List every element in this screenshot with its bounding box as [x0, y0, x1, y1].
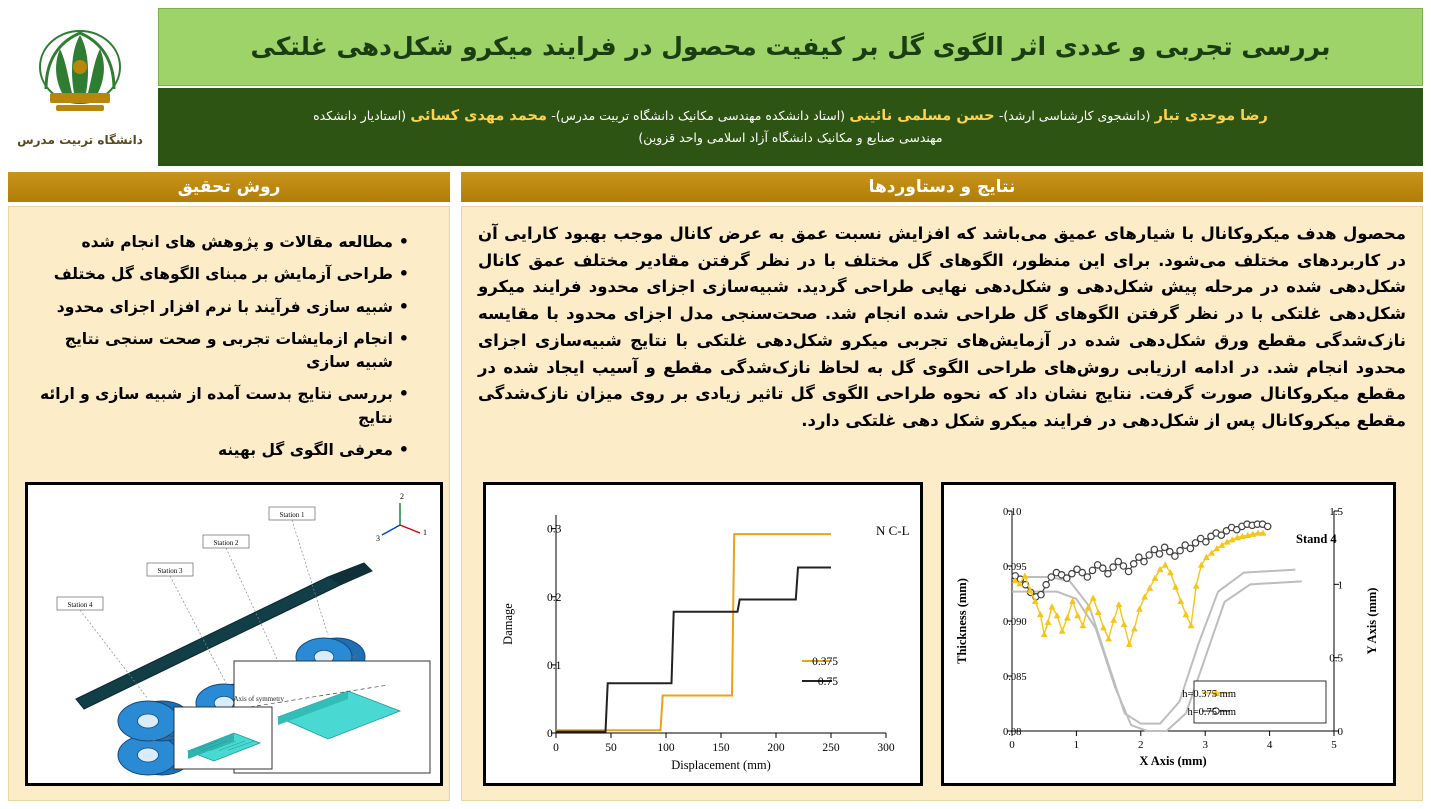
svg-text:Thickness (mm): Thickness (mm) [955, 578, 969, 664]
svg-text:Station 4: Station 4 [67, 601, 93, 609]
figure-damage [483, 482, 923, 786]
svg-text:50: 50 [605, 742, 617, 754]
svg-text:100: 100 [657, 742, 675, 754]
list-item: • طراحی آزمایش بر مبنای الگوهای گل مختلف [25, 263, 409, 286]
svg-text:0.10: 0.10 [1003, 507, 1022, 518]
author-name-3: محمد مهدی کسائی [410, 108, 547, 125]
results-paragraph: محصول هدف میکروکانال با شیارهای عمیق می‌باشد که افزایش نسبت عمق به عرض کانال موجب بهبود کارایی آن در کاربردهای مختلف می‌شود. برای این منظور، الگوهای گل مختلف با در نظر گرفتن مقادیر مختلف عمق کانال شکل‌دهی شده در مرحله پیش شکل‌دهی و شکل‌دهی نهایی طراحی گردید. شبیه‌سازی اجزای محدود فرایند میکرو شکل‌دهی غلتکی با در نظر گرفتن الگوهای گل طراحی شده انجام شد. صحت‌سنجی مدل اجزای محدود با مقایسه نازک‌شدگی مقطع ورق شکل‌دهی شده در آزمایش‌های تجربی میکرو شکل‌دهی غلتکی با نتایج شبیه‌سازی اجزای محدود انجام شد. در ادامه ارزیابی روش‌های طراحی الگوی گل به لحاظ نازک‌شدگی مقطع و آسیب ایجاد شده در مقطع میکروکانال صورت گرفت. نتایج نشان داد که نحوه طراحی الگوی گل تاثیر زیادی بر روی میزان نازک‌شدگی مقطع میکروکانال پس از شکل‌دهی در فرایند میکرو شکل دهی غلتکی دارد. [478, 224, 1406, 431]
svg-text:1: 1 [423, 528, 427, 537]
svg-text:h=0.75 mm: h=0.75 mm [1187, 707, 1236, 718]
svg-text:Station 2: Station 2 [213, 539, 239, 547]
section-header-results [461, 172, 1423, 202]
list-item: • بررسی نتایج بدست آمده از شبیه سازی و ارائه نتایج [25, 383, 409, 430]
roll-forming-diagram-svg [28, 485, 440, 783]
author-name-1: رضا موحدی تبار [1154, 108, 1268, 125]
section-header-results-label: نتایج و دستاوردها [868, 177, 1016, 197]
poster-header [8, 8, 1423, 166]
svg-text:1.5: 1.5 [1329, 506, 1343, 518]
svg-text:Damage: Damage [501, 603, 515, 645]
svg-text:0: 0 [547, 728, 553, 740]
svg-text:300: 300 [877, 742, 895, 754]
section-header-method [8, 172, 450, 202]
svg-text:h=0.375 mm: h=0.375 mm [1182, 689, 1236, 700]
svg-text:2: 2 [1138, 739, 1144, 751]
svg-text:3: 3 [1202, 739, 1208, 751]
list-item: • مطالعه مقالات و پژوهش های انجام شده [25, 231, 409, 254]
university-logo-caption: دانشگاه تربیت مدرس [17, 133, 143, 147]
svg-text:0.090: 0.090 [1003, 617, 1027, 628]
author-role-2: (استاد دانشکده مهندسی مکانیک دانشگاه تربیت مدرس)- [551, 108, 846, 124]
section-header-method-label: روش تحقیق [177, 177, 281, 197]
page-title: بررسی تجربی و عددی اثر الگوی گل بر کیفیت محصول در فرایند میکرو شکل‌دهی غلتکی [250, 32, 1331, 62]
svg-text:0: 0 [1337, 726, 1343, 738]
svg-text:1: 1 [1073, 739, 1080, 751]
svg-text:3: 3 [376, 534, 380, 543]
list-item: • شبیه سازی فرآیند با نرم افزار اجزای محدود [25, 296, 409, 319]
svg-text:1: 1 [1337, 579, 1343, 592]
svg-text:5: 5 [1331, 739, 1337, 751]
method-bullet-list [25, 231, 427, 462]
svg-text:0.1: 0.1 [547, 659, 562, 672]
svg-text:250: 250 [822, 742, 840, 754]
svg-text:Station 3: Station 3 [157, 567, 183, 575]
svg-text:0.5: 0.5 [1329, 652, 1343, 665]
list-item: • معرفی الگوی گل بهینه [25, 439, 409, 462]
svg-text:200: 200 [767, 742, 785, 754]
author-name-2: حسن مسلمی نائینی [849, 108, 995, 125]
damage-chart-svg [486, 485, 920, 783]
svg-text:0.08: 0.08 [1003, 727, 1022, 738]
svg-text:0.2: 0.2 [547, 591, 562, 604]
svg-text:Axis of symmetry: Axis of symmetry [233, 695, 284, 703]
university-logo-icon [26, 27, 134, 131]
authors-line-2: مهندسی صنایع و مکانیک دانشگاه آزاد اسلامی واحد قزوین) [638, 129, 943, 145]
svg-text:150: 150 [712, 742, 730, 754]
svg-text:Displacement (mm): Displacement (mm) [671, 758, 771, 772]
poster-title-bar [158, 8, 1423, 86]
svg-text:0.75: 0.75 [817, 676, 838, 688]
svg-text:0.375: 0.375 [812, 656, 838, 668]
svg-text:0: 0 [1009, 739, 1015, 751]
svg-text:Y Axis (mm): Y Axis (mm) [1365, 587, 1379, 655]
svg-text:N C-L: N C-L [876, 523, 910, 538]
svg-text:Station 1: Station 1 [279, 511, 305, 519]
svg-text:2: 2 [400, 492, 404, 501]
svg-text:0.095: 0.095 [1003, 562, 1027, 573]
list-item: • انجام ازمایشات تجربی و صحت سنجی نتایج شبیه سازی [25, 328, 409, 375]
authors-bar [158, 88, 1423, 166]
authors-text [313, 105, 1268, 148]
svg-text:Stand 4: Stand 4 [1296, 532, 1337, 546]
svg-text:0.085: 0.085 [1003, 672, 1027, 683]
svg-text:4: 4 [1266, 739, 1273, 751]
svg-text:0.3: 0.3 [547, 523, 562, 536]
figure-thickness [941, 482, 1396, 786]
figure-roll-forming-setup [25, 482, 443, 786]
svg-text:0: 0 [553, 742, 559, 754]
university-logo [8, 8, 152, 166]
thickness-chart-svg [944, 485, 1393, 783]
author-role-3: (استادیار دانشکده [313, 108, 407, 124]
author-role-1: (دانشجوی کارشناسی ارشد)- [998, 108, 1151, 124]
svg-text:X Axis (mm): X Axis (mm) [1139, 754, 1207, 768]
